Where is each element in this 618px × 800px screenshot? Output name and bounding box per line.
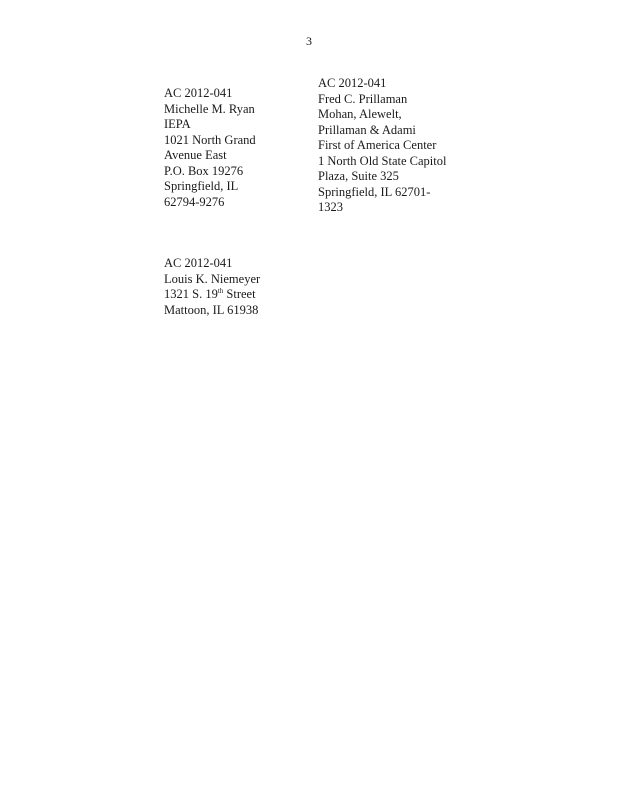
city-state: Springfield, IL <box>164 179 239 193</box>
case-number: AC 2012-041 <box>164 256 233 270</box>
organization: IEPA <box>164 117 191 131</box>
street-address: 1 North Old State Capitol <box>318 153 447 168</box>
ordinal-suffix: th <box>217 287 224 295</box>
address-block-ryan <box>164 86 256 210</box>
recipient-name: Michelle M. Ryan <box>164 101 255 116</box>
street-address-cont: Avenue East <box>164 148 227 162</box>
street-address: 1021 North Grand <box>164 132 256 147</box>
street-number: 1321 S. 19 <box>164 287 218 301</box>
case-number: AC 2012-041 <box>164 86 233 100</box>
recipient-name: Fred C. Prillaman <box>318 91 408 106</box>
suite: Plaza, Suite 325 <box>318 169 399 183</box>
building-name: First of America Center <box>318 138 437 152</box>
street-name: Street <box>223 287 256 301</box>
page-number: 3 <box>306 34 312 48</box>
recipient-name: Louis K. Niemeyer <box>164 271 261 286</box>
city-state-zip: Mattoon, IL 61938 <box>164 302 259 317</box>
zip-extension: 1323 <box>318 200 343 214</box>
city-state-zip: Springfield, IL 62701- <box>318 184 431 199</box>
po-box: P.O. Box 19276 <box>164 163 244 178</box>
address-block-niemeyer <box>164 256 260 318</box>
firm-name-cont: Prillaman & Adami <box>318 122 416 137</box>
street-address <box>164 287 260 303</box>
firm-name: Mohan, Alewelt, <box>318 107 402 121</box>
case-number: AC 2012-041 <box>318 76 387 90</box>
zip-code: 62794-9276 <box>164 194 225 209</box>
address-block-prillaman <box>318 76 446 216</box>
